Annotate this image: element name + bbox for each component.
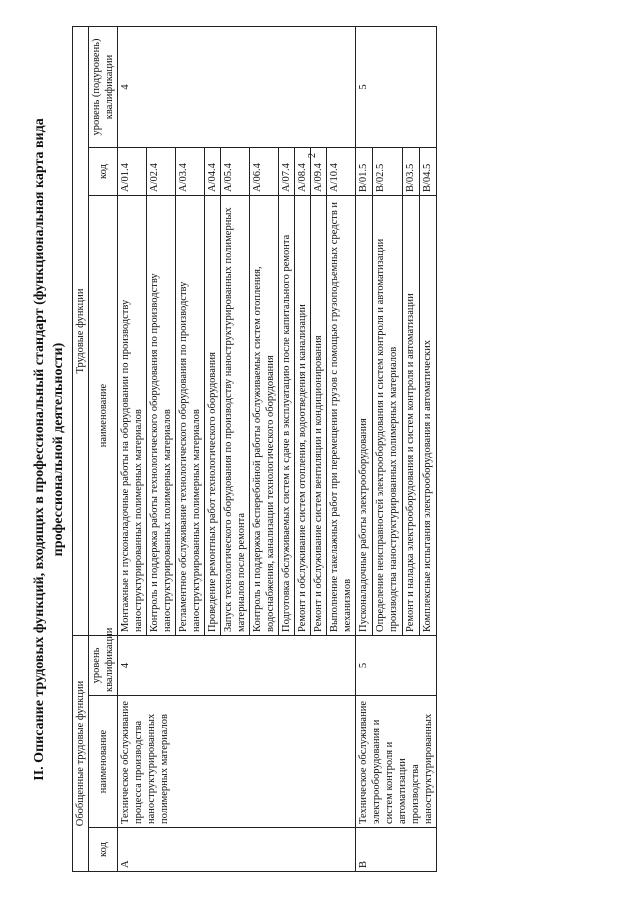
function-name: Регламентное обслуживание технологического оборудования по производству наноструктурированных полимерных материалов [176,196,205,636]
function-name: Комплексные испытания электрооборудования и автоматических [420,196,437,636]
function-name: Ремонт и наладка электрооборудования и систем контроля и автоматизации [403,196,420,636]
header-row-2 [89,26,118,871]
header-level: уровень квалификации [89,636,118,696]
header-code: код [89,828,118,872]
function-code: B/04.5 [420,148,437,196]
table-row [118,26,147,871]
function-code: A/10.4 [327,148,356,196]
group-code: А [118,828,356,872]
function-code: A/05.4 [221,148,250,196]
group-name: Техническое обслуживание процесса производства наноструктурированных полимерных материалов [118,696,356,828]
function-sublevel: 5 [356,26,437,147]
function-name: Ремонт и обслуживание систем вентиляции и кондиционирования [311,196,327,636]
title-line-2: профессиональной деятельности) [51,342,66,557]
header-sublevel: уровень (подуровень) квалификации [89,26,118,147]
function-code: A/07.4 [279,148,295,196]
function-code: A/06.4 [250,148,279,196]
function-name: Выполнение такелажных работ при перемещении грузов с помощью грузоподъемных средств и механизмов [327,196,356,636]
group-name: Техническое обслуживание электрооборудования и систем контроля и автоматизации производства наноструктурированных [356,696,437,828]
function-name: Проведение ремонтных работ технологического оборудования [205,196,221,636]
function-code: A/08.4 [295,148,311,196]
page-number: 2 [307,153,318,158]
rotated-page [30,17,630,882]
function-name: Контроль и поддержка работы технологического оборудования по производству наноструктурированных полимерных материалов [147,196,176,636]
function-name: Определение неисправностей электрооборудования и систем контроля и автоматизации производства наноструктурированных полимерных материалов [372,196,403,636]
section-title [30,17,68,882]
function-code: A/03.4 [176,148,205,196]
header-generalized: Обобщенные трудовые функции [73,636,89,872]
function-code: A/09.4 [311,148,327,196]
function-name: Ремонт и обслуживание систем отопления, водоотведения и канализации [295,196,311,636]
group-level: 4 [118,636,356,696]
header-name: наименование [89,696,118,828]
function-code: B/01.5 [356,148,373,196]
function-sublevel: 4 [118,26,356,147]
function-code: B/02.5 [372,148,403,196]
function-code: A/02.4 [147,148,176,196]
function-name: Контроль и поддержка бесперебойной работы обслуживаемых систем отопления, водоснабжения, канализации технологического оборудования [250,196,279,636]
group-code: В [356,828,437,872]
header-labor-code: код [89,148,118,196]
function-code: A/01.4 [118,148,147,196]
title-line-1: II. Описание трудовых функций, входящих в профессиональный стандарт (функциональная карта вида [32,118,47,781]
group-level: 5 [356,636,437,696]
functions-table [72,26,437,872]
table-row [356,26,373,871]
function-code: A/04.4 [205,148,221,196]
header-labor-name: наименование [89,196,118,636]
header-row-1 [73,26,89,871]
function-code: B/03.5 [403,148,420,196]
function-name: Запуск технологического оборудования по производству наноструктурированных полимерных материалов после ремонта [221,196,250,636]
function-name: Пусконаладочные работы электрооборудования [356,196,373,636]
header-labor: Трудовые функции [73,26,89,635]
function-name: Монтажные и пусконаладочные работы на оборудовании по производству наноструктурированных полимерных материалов [118,196,147,636]
function-name: Подготовка обслуживаемых систем к сдаче в эксплуатацию после капитального ремонта [279,196,295,636]
